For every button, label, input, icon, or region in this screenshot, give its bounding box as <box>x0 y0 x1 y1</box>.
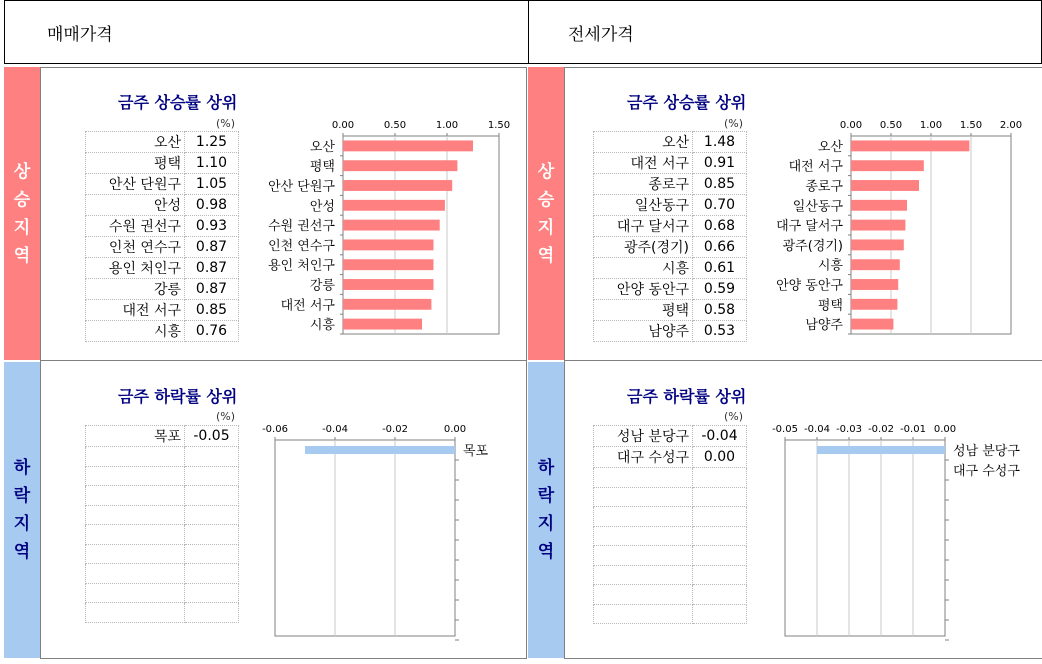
table-row <box>594 237 747 258</box>
table-row <box>86 486 239 506</box>
region-name: 목포 <box>86 426 185 447</box>
title-jeonse-rise: 금주 상승률 상위 <box>627 93 747 112</box>
change-rate: 0.70 <box>693 195 747 216</box>
region-name <box>594 565 693 585</box>
change-rate: 0.85 <box>693 174 747 195</box>
change-rate: 0.85 <box>185 300 239 321</box>
bar <box>851 259 900 270</box>
table-row <box>86 237 239 258</box>
region-name: 일산동구 <box>594 195 693 216</box>
table-row <box>86 564 239 584</box>
bar-category-label: 용인 처인구 <box>268 258 335 274</box>
region-name <box>594 604 693 624</box>
region-name <box>86 525 185 545</box>
change-rate <box>693 546 747 566</box>
bar <box>343 220 440 231</box>
region-name: 오산 <box>594 132 693 153</box>
change-rate: 0.59 <box>693 279 747 300</box>
bar <box>343 200 445 211</box>
region-name: 남양주 <box>594 321 693 342</box>
change-rate: 0.00 <box>693 447 747 468</box>
header-sale-label: 매매가격 <box>47 24 113 45</box>
change-rate <box>185 505 239 525</box>
table-row <box>86 447 239 467</box>
change-rate <box>693 585 747 605</box>
tick-label: 0.00 <box>839 120 863 131</box>
region-name: 안성 <box>86 195 185 216</box>
bar-category-label: 오산 <box>309 139 335 155</box>
change-rate: 0.58 <box>693 300 747 321</box>
table-row <box>594 468 747 488</box>
table-row <box>86 216 239 237</box>
change-rate: 0.68 <box>693 216 747 237</box>
table-row <box>594 174 747 195</box>
change-rate <box>693 604 747 624</box>
tick-label: 1.00 <box>919 120 943 131</box>
title-sale-rise: 금주 상승률 상위 <box>118 93 238 112</box>
table-row <box>86 544 239 564</box>
bar-category-label: 시흥 <box>309 318 335 334</box>
change-rate: 0.53 <box>693 321 747 342</box>
region-name <box>594 507 693 527</box>
tick-label: 2.00 <box>999 120 1023 131</box>
bar <box>343 160 457 171</box>
chart-sale-rise <box>268 118 511 338</box>
tick-label: 0.50 <box>879 120 903 131</box>
unit-jeonse-fall: (%) <box>724 410 744 423</box>
bar <box>851 160 924 171</box>
tick-label: -0.04 <box>322 424 348 435</box>
table-row <box>594 487 747 507</box>
region-name <box>86 466 185 486</box>
tick-label: -0.01 <box>900 424 926 435</box>
table-sale-fall <box>85 425 239 623</box>
region-name <box>86 564 185 584</box>
change-rate: -0.05 <box>185 426 239 447</box>
side-label-fall-left: 하 락 지 역 <box>4 362 40 658</box>
table-jeonse-rise <box>593 131 747 342</box>
tick-label: 1.50 <box>487 120 511 131</box>
bar <box>343 279 433 290</box>
table-row <box>86 258 239 279</box>
bar <box>343 319 422 330</box>
region-name: 종로구 <box>594 174 693 195</box>
region-name: 시흥 <box>594 258 693 279</box>
tick-label: -0.06 <box>262 424 288 435</box>
region-name: 안양 동안구 <box>594 279 693 300</box>
region-name <box>594 585 693 605</box>
change-rate: 0.87 <box>185 279 239 300</box>
bar <box>851 200 907 211</box>
table-row <box>594 279 747 300</box>
region-name: 대전 서구 <box>86 300 185 321</box>
bar-category-label: 인천 연수구 <box>268 238 335 254</box>
table-row <box>86 300 239 321</box>
bar-category-label: 대구 달서구 <box>776 219 843 235</box>
bar <box>305 446 455 454</box>
table-row <box>594 426 747 447</box>
change-rate: 0.66 <box>693 237 747 258</box>
table-jeonse-fall <box>593 425 747 624</box>
region-name: 대구 수성구 <box>594 447 693 468</box>
tick-label: -0.02 <box>382 424 408 435</box>
table-row <box>594 565 747 585</box>
tick-label: 1.50 <box>959 120 983 131</box>
change-rate <box>185 564 239 584</box>
chart-sale-fall <box>262 420 489 640</box>
region-name <box>86 505 185 525</box>
table-row <box>86 132 239 153</box>
bar-category-label: 대구 수성구 <box>953 464 1020 479</box>
change-rate: 0.61 <box>693 258 747 279</box>
bar <box>851 180 919 191</box>
bar-category-label: 안양 동안구 <box>776 278 843 294</box>
header-right <box>528 0 1042 64</box>
region-name <box>594 487 693 507</box>
tick-label: -0.03 <box>836 424 862 435</box>
bar <box>343 140 473 151</box>
change-rate: 0.87 <box>185 258 239 279</box>
table-row <box>594 526 747 546</box>
table-row <box>86 321 239 342</box>
plot-area <box>785 440 945 636</box>
change-rate <box>693 468 747 488</box>
bar-category-label: 시흥 <box>817 258 843 274</box>
bar <box>851 299 897 310</box>
change-rate: 0.76 <box>185 321 239 342</box>
title-jeonse-fall: 금주 하락률 상위 <box>627 387 747 406</box>
table-row <box>86 195 239 216</box>
header-jeonse-label: 전세가격 <box>568 24 634 45</box>
side-label-fall-right: 하 락 지 역 <box>528 362 564 658</box>
table-row <box>594 195 747 216</box>
bar-category-label: 일산동구 <box>792 199 843 215</box>
bar <box>343 259 433 270</box>
unit-sale-fall: (%) <box>216 410 236 423</box>
region-name: 평택 <box>86 153 185 174</box>
region-name: 강릉 <box>86 279 185 300</box>
bar-category-label: 수원 권선구 <box>268 219 335 235</box>
chart-jeonse-fall <box>770 420 1020 640</box>
tick-label: -0.04 <box>804 424 830 435</box>
region-name <box>86 603 185 623</box>
change-rate: 1.05 <box>185 174 239 195</box>
table-row <box>594 447 747 468</box>
bar-category-label: 오산 <box>817 139 843 155</box>
table-row <box>86 603 239 623</box>
change-rate <box>185 466 239 486</box>
bar-category-label: 광주(경기) <box>782 238 843 254</box>
change-rate <box>693 565 747 585</box>
change-rate: 0.91 <box>693 153 747 174</box>
region-name: 안산 단원구 <box>86 174 185 195</box>
region-name <box>594 468 693 488</box>
tick-label: 1.00 <box>435 120 459 131</box>
side-label-rise-left: 상 승 지 역 <box>4 67 40 360</box>
bar-category-label: 강릉 <box>309 278 335 294</box>
bar-category-label: 성남 분당구 <box>953 444 1020 459</box>
region-name: 평택 <box>594 300 693 321</box>
tick-label: 0.00 <box>331 120 355 131</box>
table-sale-rise <box>85 131 239 342</box>
change-rate <box>185 603 239 623</box>
region-name <box>86 447 185 467</box>
bar-category-label: 대전 서구 <box>788 159 843 175</box>
table-row <box>594 585 747 605</box>
region-name: 오산 <box>86 132 185 153</box>
header-left <box>4 0 529 64</box>
table-row <box>594 216 747 237</box>
change-rate <box>185 583 239 603</box>
tick-label: -0.02 <box>868 424 894 435</box>
table-row <box>86 426 239 447</box>
region-name: 용인 처인구 <box>86 258 185 279</box>
table-row <box>86 583 239 603</box>
bar-category-label: 대전 서구 <box>280 298 335 314</box>
bar <box>851 220 905 231</box>
bar <box>851 279 898 290</box>
change-rate: 0.93 <box>185 216 239 237</box>
table-row <box>86 279 239 300</box>
change-rate <box>185 544 239 564</box>
bar <box>343 299 431 310</box>
table-row <box>86 174 239 195</box>
change-rate <box>185 525 239 545</box>
title-sale-fall: 금주 하락률 상위 <box>118 387 238 406</box>
table-row <box>86 153 239 174</box>
bar-category-label: 남양주 <box>805 318 843 334</box>
change-rate <box>693 507 747 527</box>
plot-area <box>275 440 455 636</box>
bar-category-label: 평택 <box>309 159 335 175</box>
region-name: 대구 달서구 <box>594 216 693 237</box>
bar-category-label: 안산 단원구 <box>268 179 335 195</box>
bar <box>343 239 433 250</box>
chart-jeonse-rise <box>776 118 1023 338</box>
table-row <box>86 466 239 486</box>
change-rate: 0.87 <box>185 237 239 258</box>
bar <box>343 180 452 191</box>
region-name <box>86 544 185 564</box>
unit-sale-rise: (%) <box>216 117 236 130</box>
tick-label: 0.00 <box>933 424 957 435</box>
bar <box>851 140 969 151</box>
region-name: 시흥 <box>86 321 185 342</box>
change-rate <box>185 486 239 506</box>
change-rate: -0.04 <box>693 426 747 447</box>
bar <box>851 319 893 330</box>
table-row <box>86 505 239 525</box>
bar <box>851 239 904 250</box>
region-name <box>86 486 185 506</box>
bar-category-label: 목포 <box>463 444 489 459</box>
region-name <box>594 526 693 546</box>
bar-category-label: 종로구 <box>805 179 843 195</box>
change-rate: 1.10 <box>185 153 239 174</box>
side-label-rise-right: 상 승 지 역 <box>528 67 564 360</box>
bar <box>817 446 945 454</box>
region-name: 수원 권선구 <box>86 216 185 237</box>
change-rate <box>185 447 239 467</box>
tick-label: 0.50 <box>383 120 407 131</box>
table-row <box>594 132 747 153</box>
region-name: 광주(경기) <box>594 237 693 258</box>
region-name: 성남 분당구 <box>594 426 693 447</box>
table-row <box>594 153 747 174</box>
table-row <box>594 546 747 566</box>
bar-category-label: 안성 <box>309 199 335 215</box>
table-row <box>594 258 747 279</box>
change-rate: 1.25 <box>185 132 239 153</box>
change-rate: 1.48 <box>693 132 747 153</box>
region-name <box>594 546 693 566</box>
tick-label: 0.00 <box>443 424 467 435</box>
table-row <box>86 525 239 545</box>
region-name: 대전 서구 <box>594 153 693 174</box>
bar-category-label: 평택 <box>817 298 843 314</box>
change-rate: 0.98 <box>185 195 239 216</box>
table-row <box>594 321 747 342</box>
change-rate <box>693 487 747 507</box>
table-row <box>594 507 747 527</box>
unit-jeonse-rise: (%) <box>724 117 744 130</box>
table-row <box>594 300 747 321</box>
tick-label: -0.05 <box>772 424 798 435</box>
change-rate <box>693 526 747 546</box>
table-row <box>594 604 747 624</box>
region-name <box>86 583 185 603</box>
region-name: 인천 연수구 <box>86 237 185 258</box>
